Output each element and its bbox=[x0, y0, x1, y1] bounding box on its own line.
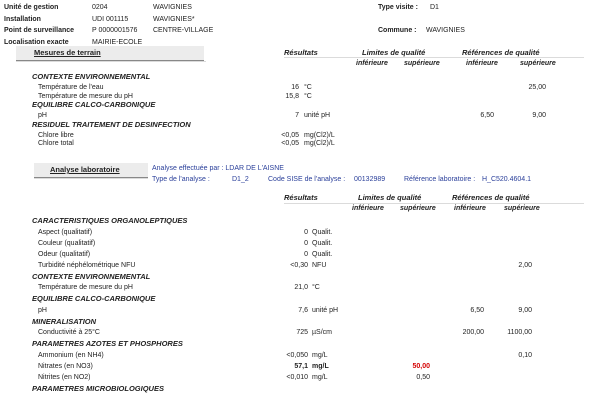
result-value: 7,6 bbox=[298, 306, 308, 314]
labo-col-references: Références de qualité bbox=[452, 193, 530, 202]
category-heading: EQUILIBRE CALCO-CARBONIQUE bbox=[32, 100, 156, 110]
result-value: <0,05 bbox=[281, 140, 299, 148]
terrain-title: Mesures de terrain bbox=[34, 48, 101, 57]
terrain-col-references: Références de qualité bbox=[462, 48, 540, 57]
labo-title: Analyse laboratoire bbox=[50, 165, 120, 174]
result-value: 0 bbox=[304, 250, 308, 258]
parameter-name: pH bbox=[38, 112, 47, 120]
labo-sise-value: 00132989 bbox=[354, 176, 386, 183]
labo-type-label: Type de l'analyse : bbox=[152, 176, 210, 183]
parameter-name: Ammonium (en NH4) bbox=[38, 351, 104, 359]
result-unit: Qualit. bbox=[312, 228, 333, 236]
result-unit: unité pH bbox=[304, 112, 331, 120]
category-heading: CONTEXTE ENVIRONNEMENTAL bbox=[32, 72, 151, 81]
parameter-name: Nitrites (en NO2) bbox=[38, 373, 91, 381]
parameter-name: Turbidité néphélométrique NFU bbox=[38, 261, 136, 269]
header-code: MAIRIE-ECOLE bbox=[92, 38, 143, 46]
result-value: <0,30 bbox=[290, 261, 308, 269]
reference-inferior: 200,00 bbox=[462, 329, 484, 336]
header-code: UDI 001115 bbox=[92, 15, 129, 23]
type-visite-label: Type visite : bbox=[378, 4, 418, 11]
separator-line bbox=[16, 61, 206, 62]
reference-superior: 9,00 bbox=[518, 306, 532, 314]
terrain-col-limites: Limites de qualité bbox=[362, 48, 426, 57]
parameter-name: Température de mesure du pH bbox=[38, 284, 133, 291]
reference-inferior: 6,50 bbox=[470, 306, 484, 314]
result-value: 0 bbox=[304, 228, 308, 236]
category-heading: PARAMETRES AZOTES ET PHOSPHORES bbox=[32, 339, 183, 348]
parameter-name: Nitrates (en NO3) bbox=[38, 362, 93, 370]
labo-col-limites: Limites de qualité bbox=[358, 193, 422, 202]
category-heading: RESIDUEL TRAITEMENT DE DESINFECTION bbox=[32, 119, 191, 129]
labo-sub-inf-ref: inférieure bbox=[454, 205, 486, 212]
terrain-sub-inf-ref: inférieure bbox=[466, 60, 498, 67]
result-unit: Qualit. bbox=[312, 250, 333, 258]
header-label: Unité de gestion bbox=[4, 4, 59, 11]
result-value: <0,05 bbox=[281, 131, 299, 139]
labo-type-value: D1_2 bbox=[232, 176, 249, 183]
category-heading: CONTEXTE ENVIRONNEMENTAL bbox=[32, 271, 151, 281]
commune-label: Commune : bbox=[378, 27, 417, 34]
result-unit: °C bbox=[312, 284, 320, 291]
category-heading: EQUILIBRE CALCO-CARBONIQUE bbox=[32, 294, 156, 303]
terrain-sub-sup-ref: supérieure bbox=[520, 60, 556, 67]
terrain-sub-inf-lim: inférieure bbox=[356, 60, 388, 67]
terrain-col-results: Résultats bbox=[284, 48, 318, 57]
separator-line bbox=[284, 203, 584, 204]
result-value: 57,1 bbox=[294, 362, 308, 370]
parameter-name: Odeur (qualitatif) bbox=[38, 250, 91, 258]
result-value: 15,8 bbox=[285, 92, 299, 100]
result-value: <0,010 bbox=[286, 373, 308, 381]
result-unit: NFU bbox=[312, 261, 327, 269]
labo-ref-value: H_C520.4604.1 bbox=[482, 176, 532, 183]
header-label: Point de surveillance bbox=[4, 27, 75, 34]
result-value: <0,050 bbox=[286, 351, 308, 359]
header-code: P 0000001576 bbox=[92, 27, 138, 34]
parameter-name: Température de l'eau bbox=[38, 84, 104, 91]
limit-superior: 50,00 bbox=[412, 362, 430, 370]
result-unit: °C bbox=[304, 84, 312, 91]
reference-superior: 1100,00 bbox=[507, 329, 532, 336]
header-value: WAVIGNIES* bbox=[153, 15, 195, 23]
result-unit: mg(Cl2)/L bbox=[304, 140, 335, 148]
category-heading: PARAMETRES MICROBIOLOGIQUES bbox=[32, 383, 164, 393]
labo-sub-sup-lim: supérieure bbox=[400, 205, 436, 212]
separator-line bbox=[34, 178, 148, 179]
separator-line bbox=[284, 57, 584, 58]
category-heading: MINERALISATION bbox=[32, 316, 97, 326]
parameter-name: pH bbox=[38, 306, 47, 314]
result-unit: °C bbox=[304, 92, 312, 100]
labo-line1: Analyse effectuée par : LDAR DE L'AISNE bbox=[152, 165, 284, 172]
reference-superior: 2,00 bbox=[518, 261, 532, 269]
result-value: 725 bbox=[296, 329, 308, 336]
result-value: 21,0 bbox=[294, 284, 308, 291]
labo-ref-label: Référence laboratoire : bbox=[404, 176, 476, 183]
parameter-name: Température de mesure du pH bbox=[38, 92, 133, 100]
parameter-name: Chlore total bbox=[38, 140, 74, 148]
result-unit: unité pH bbox=[312, 306, 339, 314]
header-label: Installation bbox=[4, 15, 41, 23]
header-code: 0204 bbox=[92, 4, 108, 11]
header-label: Localisation exacte bbox=[4, 38, 69, 46]
reference-inferior: 6,50 bbox=[480, 112, 494, 120]
labo-col-results: Résultats bbox=[284, 193, 318, 202]
result-unit: mg/L bbox=[312, 351, 328, 359]
labo-sub-sup-ref: supérieure bbox=[504, 205, 540, 212]
result-value: 16 bbox=[291, 84, 299, 91]
terrain-sub-sup-lim: supérieure bbox=[404, 60, 440, 67]
category-heading: CARACTERISTIQUES ORGANOLEPTIQUES bbox=[32, 216, 188, 225]
parameter-name: Conductivité à 25°C bbox=[38, 329, 100, 336]
result-unit: µS/cm bbox=[312, 329, 332, 336]
result-unit: mg/L bbox=[312, 362, 329, 370]
result-value: 0 bbox=[304, 239, 308, 247]
header-value: CENTRE-VILLAGE bbox=[153, 27, 214, 34]
reference-superior: 25,00 bbox=[528, 84, 546, 91]
reference-superior: 9,00 bbox=[532, 112, 546, 120]
result-unit: mg(Cl2)/L bbox=[304, 131, 335, 139]
labo-sub-inf-lim: inférieure bbox=[352, 205, 384, 212]
result-unit: Qualit. bbox=[312, 239, 333, 247]
type-visite-value: D1 bbox=[430, 4, 439, 11]
parameter-name: Chlore libre bbox=[38, 131, 74, 139]
limit-superior: 0,50 bbox=[416, 373, 430, 381]
header-value: WAVIGNIES bbox=[153, 4, 192, 11]
result-unit: mg/L bbox=[312, 373, 328, 381]
parameter-name: Couleur (qualitatif) bbox=[38, 239, 96, 247]
result-value: 7 bbox=[295, 112, 299, 120]
parameter-name: Aspect (qualitatif) bbox=[38, 228, 93, 236]
commune-value: WAVIGNIES bbox=[426, 27, 465, 34]
labo-sise-label: Code SISE de l'analyse : bbox=[268, 176, 346, 183]
reference-superior: 0,10 bbox=[518, 351, 532, 359]
